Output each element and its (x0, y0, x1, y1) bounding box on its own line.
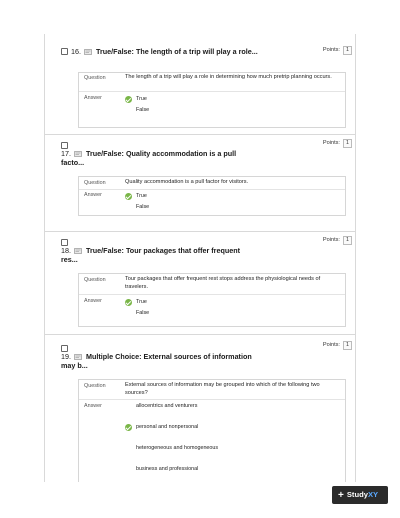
question-16-title: 16. True/False: The length of a trip will play a role... (71, 47, 258, 56)
question-19-points: Points: 1 (323, 341, 352, 350)
choice-d: business and professional (136, 466, 199, 472)
choice-false: False (136, 310, 150, 316)
question-text: The length of a trip will play a role in determining how much pretrip planning occurs. (125, 74, 332, 80)
question-text: Tour packages that offer frequent rest stops address the physiological needs of travelers. (125, 276, 321, 290)
question-type-icon (74, 248, 82, 254)
question-18-points: Points: 1 (323, 236, 352, 245)
question-19 (45, 334, 356, 482)
choice-true: True (136, 96, 147, 102)
question-17 (45, 134, 356, 231)
question-text: External sources of information may be grouped into which of the following two sources? (125, 382, 320, 396)
studyxy-logo[interactable]: + StudyXY (332, 486, 388, 504)
choice-a: allocentrics and venturers (136, 403, 198, 409)
question-type-icon (74, 354, 82, 360)
choice-true: True (136, 193, 147, 199)
question-type-icon (84, 49, 92, 55)
question-18-details: Question Tour packages that offer frequent rest stops address the physiological needs of travelers. Answer True False (78, 273, 346, 327)
choice-c: heterogeneous and homogeneous (136, 445, 219, 451)
question-16-points: Points: 1 (323, 46, 352, 55)
correct-check-icon (125, 424, 132, 431)
question-16-details: Question The length of a trip will play a role in determining how much pretrip planning occurs. Answer True False (78, 72, 346, 128)
quiz-results-panel (44, 34, 356, 482)
plus-icon: + (338, 490, 344, 501)
question-text: Quality accommodation is a pull factor for visitors. (125, 179, 249, 185)
question-18 (45, 231, 356, 334)
question-type-icon (74, 151, 82, 157)
choice-false: False (136, 204, 150, 210)
choice-b: personal and nonpersonal (136, 424, 199, 430)
correct-check-icon (125, 96, 132, 103)
question-17-details: Question Quality accommodation is a pull factor for visitors. Answer True False (78, 176, 346, 216)
question-16 (45, 34, 356, 134)
question-19-title: 19. Multiple Choice: External sources of information may b... (61, 352, 252, 370)
correct-check-icon (125, 299, 132, 306)
question-18-checkbox[interactable] (61, 239, 68, 246)
question-17-points: Points: 1 (323, 139, 352, 148)
question-16-checkbox[interactable] (61, 48, 68, 55)
choice-false: False (136, 107, 150, 113)
question-19-details: Question External sources of information may be grouped into which of the following two sources? Answer allocentrics and venturers personal and nonpersonal heterogeneous and homogeneous business and professional (78, 379, 346, 482)
question-17-checkbox[interactable] (61, 142, 68, 149)
question-17-title: 17. True/False: Quality accommodation is a pull facto... (61, 149, 237, 167)
question-19-checkbox[interactable] (61, 345, 68, 352)
correct-check-icon (125, 193, 132, 200)
choice-true: True (136, 299, 147, 305)
question-18-title: 18. True/False: Tour packages that offer frequent res... (61, 246, 241, 264)
